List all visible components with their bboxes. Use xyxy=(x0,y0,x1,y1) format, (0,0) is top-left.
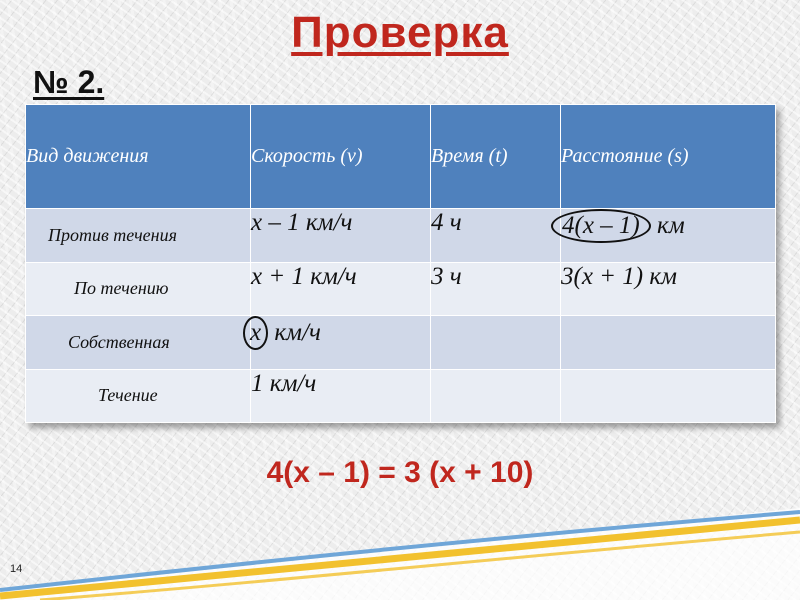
row-label: Течение xyxy=(26,369,251,423)
distance-cell: 3(x + 1) км xyxy=(561,262,776,316)
row-label: По течению xyxy=(26,262,251,316)
time-cell: 4 ч xyxy=(431,209,561,263)
equation: 4(x – 1) = 3 (x + 10) xyxy=(266,456,534,489)
header-distance: Расстояние (s) xyxy=(561,105,776,209)
row-label: Собственная xyxy=(26,316,251,370)
header-speed: Скорость (v) xyxy=(251,105,431,209)
circled-expression: 4(x – 1) xyxy=(551,209,651,243)
row-label: Против течения xyxy=(26,209,251,263)
header-time: Время (t) xyxy=(431,105,561,209)
problem-number: № 2. xyxy=(33,64,105,100)
speed-cell: x – 1 км/ч xyxy=(251,209,431,263)
speed-cell: x + 1 км/ч xyxy=(251,262,431,316)
circled-variable: x xyxy=(243,316,268,350)
slide-number: 14 xyxy=(10,563,23,575)
speed-cell: 1 км/ч xyxy=(251,369,431,423)
distance-unit: км xyxy=(657,212,685,239)
speed-unit: км/ч xyxy=(274,319,321,346)
slide-title: Проверка xyxy=(291,8,509,57)
time-cell: 3 ч xyxy=(431,262,561,316)
header-motion-type: Вид движения xyxy=(26,105,251,209)
